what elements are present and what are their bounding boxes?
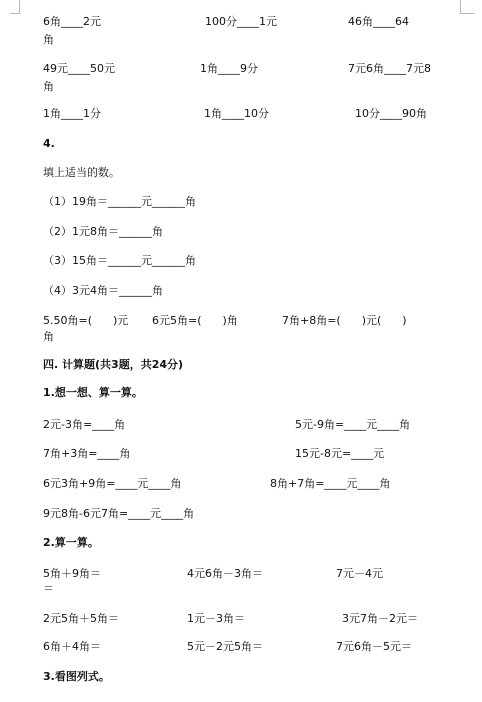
crop-mark-left — [10, 0, 20, 14]
calc-q1-r1-c1: 2元-3角=____角 — [43, 418, 126, 431]
calc-q2-r2-c1: 2元5角＋5角＝ — [43, 612, 119, 625]
q4-instruction: 填上适当的数。 — [43, 166, 120, 179]
compare-wrap-1: 角 — [43, 33, 54, 46]
compare-r2-c2: 1角____9分 — [200, 62, 258, 75]
calc-q1-r3-c1: 6元3角+9角=____元____角 — [43, 477, 182, 490]
calc-q2-r3-c2: 5元－2元5角＝ — [187, 640, 263, 653]
compare-r2-c1: 49元____50元 — [43, 62, 115, 75]
calc-q1-r1-c2: 5元-9角=____元____角 — [295, 418, 411, 431]
calc-q2-r1-c3: 7元－4元 — [336, 567, 383, 580]
calc-q1-r2-c2: 15元-8元=____元 — [295, 447, 385, 460]
calc-q1-r4-c1: 9元8角-6元7角=____元____角 — [43, 507, 195, 520]
q5-part-2: 6元5角=( )角 — [152, 314, 238, 327]
q5-part-1: 5.50角=( )元 — [43, 314, 129, 327]
calc-q3-title: 3.看图列式。 — [43, 670, 110, 683]
compare-r3-c2: 1角____10分 — [204, 107, 269, 120]
q4-number: 4. — [43, 137, 55, 150]
calc-q2-wrap: ＝ — [43, 582, 54, 595]
q5-wrap: 角 — [43, 330, 54, 343]
compare-r1-c1: 6角____2元 — [43, 15, 101, 28]
q4-item-1: （1）19角＝______元______角 — [43, 195, 196, 208]
q5-part-3: 7角+8角=( )元( ) — [282, 314, 407, 327]
compare-r3-c3: 10分____90角 — [355, 107, 427, 120]
calc-q2-r2-c2: 1元－3角＝ — [187, 612, 245, 625]
crop-mark-right — [460, 0, 475, 14]
compare-wrap-2: 角 — [43, 80, 54, 93]
compare-r2-c3: 7元6角____7元8 — [348, 62, 431, 75]
calc-q2-r1-c1: 5角＋9角＝ — [43, 567, 101, 580]
q4-item-3: （3）15角＝______元______角 — [43, 254, 196, 267]
calc-q2-r3-c3: 7元6角－5元＝ — [336, 640, 412, 653]
section4-title: 四. 计算题(共3题，共24分) — [43, 358, 184, 371]
calc-q1-r3-c2: 8角+7角=____元____角 — [270, 477, 391, 490]
compare-r1-c3: 46角____64 — [348, 15, 409, 28]
q4-item-4: （4）3元4角＝______角 — [43, 284, 163, 297]
calc-q2-r3-c1: 6角＋4角＝ — [43, 640, 101, 653]
calc-q2-r1-c2: 4元6角－3角＝ — [187, 567, 263, 580]
calc-q1-title: 1.想一想、算一算。 — [43, 386, 143, 399]
calc-q2-title: 2.算一算。 — [43, 536, 99, 549]
compare-r3-c1: 1角____1分 — [43, 107, 101, 120]
calc-q1-r2-c1: 7角+3角=____角 — [43, 447, 131, 460]
compare-r1-c2: 100分____1元 — [205, 15, 277, 28]
calc-q2-r2-c3: 3元7角－2元＝ — [342, 612, 418, 625]
q4-item-2: （2）1元8角＝______角 — [43, 225, 163, 238]
